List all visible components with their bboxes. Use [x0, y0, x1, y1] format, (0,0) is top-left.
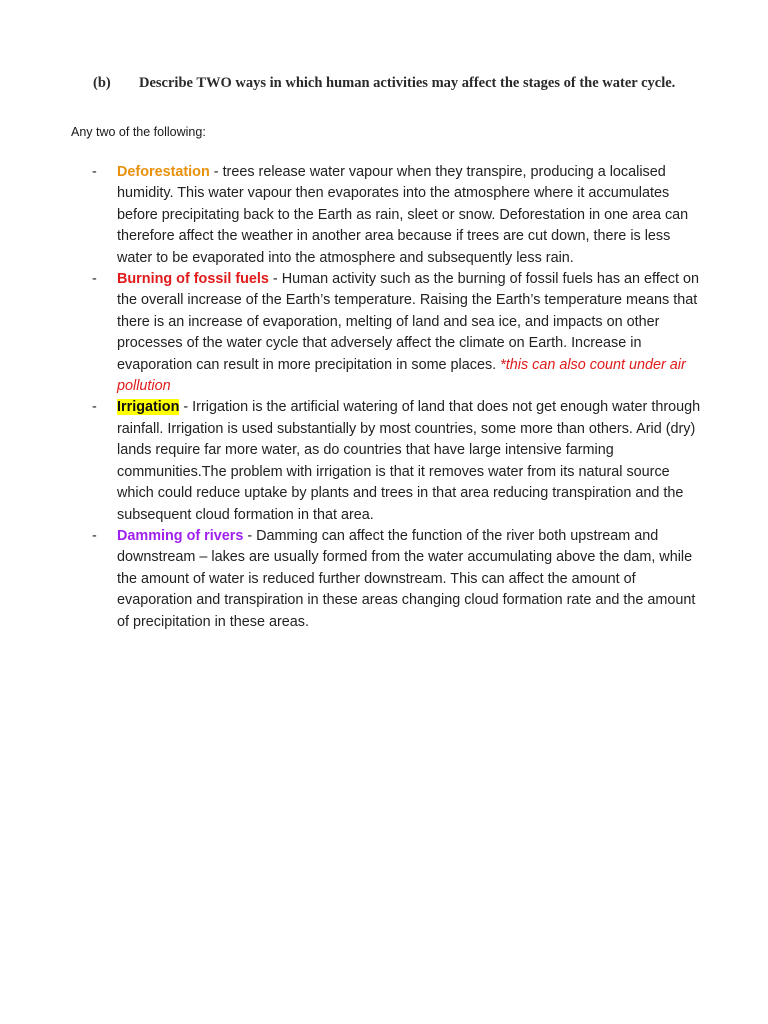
item-description: trees release water vapour when they transpire, producing a localised humidity. This water vapour then evaporates into the atmosphere where it accumulates before precipitating back to the Earth as rain, sleet or snow. Deforestation in one area can therefore affect the weather in another area because if trees are cut down, there is less water to be evaporated into the atmosphere and subsequently less rain. — [117, 164, 689, 266]
item-separator: - — [268, 271, 282, 288]
question-heading — [93, 75, 733, 92]
list-item-damming-of-rivers — [92, 526, 704, 633]
air-pollution-note: *this can also count under air pollution — [117, 356, 686, 395]
item-separator: - — [243, 527, 257, 544]
answer-list — [92, 162, 704, 633]
term-deforestation: Deforestation — [117, 164, 214, 180]
bullet-dash: - — [92, 164, 97, 180]
item-separator: - — [213, 164, 223, 180]
item-description: Human activity such as the burning of fossil fuels has an effect on the overall increase of the Earth’s temperature. Raising the Earth’s temperature means that there is an increase of evaporation, melting of land and sea ice, and impacts on other processes of the water cycle that adversely affect the climate on Earth. Increase in evaporation can result in more precipitation in some places. — [117, 271, 699, 373]
intro-text: Any two of the following: — [71, 125, 206, 139]
bullet-dash: - — [92, 271, 97, 288]
term-irrigation: Irrigation — [117, 399, 180, 416]
list-item-irrigation — [92, 397, 704, 525]
bullet-dash: - — [92, 399, 97, 416]
item-description: Damming can affect the function of the river both upstream and downstream – lakes are usually formed from the water accumulating above the dam, while the amount of water is reduced further downstream. This can affect the amount of evaporation and transpiration in these areas changing cloud formation rate and the amount of precipitation in these areas. — [117, 527, 696, 630]
item-separator: - — [179, 399, 193, 416]
list-item-deforestation — [92, 162, 704, 269]
question-label: (b) — [93, 75, 111, 91]
term-damming-of-rivers: Damming of rivers — [117, 527, 244, 544]
bullet-dash: - — [92, 527, 97, 544]
item-description: Irrigation is the artificial watering of land that does not get enough water through rainfall. Irrigation is used substantially by most countries, some more than others. Arid (dry) lands require far more water, as do countries that have large intensive farming communities.The problem with irrigation is that it removes water from its natural source which could reduce uptake by plants and trees in that area reducing transpiration and the subsequent cloud formation in that area. — [117, 399, 701, 523]
term-burning-fossil-fuels: Burning of fossil fuels — [117, 271, 269, 288]
question-text: Describe TWO ways in which human activities may affect the stages of the water cycle. — [139, 75, 676, 91]
list-item-burning-fossil-fuels — [92, 269, 704, 397]
